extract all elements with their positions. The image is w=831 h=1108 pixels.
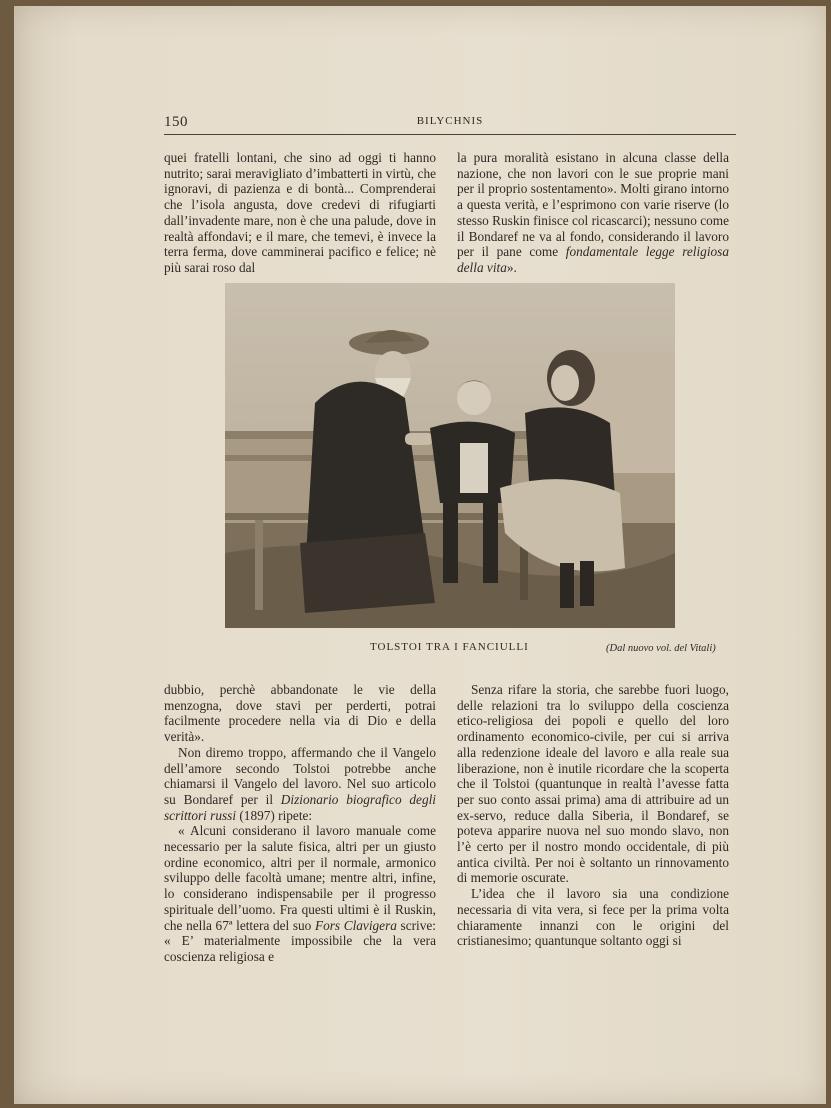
figure-caption: TOLSTOI TRA I FANCIULLI (370, 641, 529, 653)
paragraph: Senza rifare la storia, che sarebbe fuori luogo, delle relazioni tra lo sviluppo della coscienza etico-religiosa dei popoli e quello del loro ordinamento economico-civile, per cui si arriva alla redenzione ideale del lavoro e alla reale sua liberazione, non è inutile ricordare che la scoperta che il Tolstoi (quantunque in realtà l’avesse fatta per suo conto assai prima) ama di attribuire ad un ex-servo, reduce dalla Siberia, il Bondaref, se poteva apparire nuova nel suo mondo slavo, non l’è certo per il nostro mondo occidentale, di più antica civiltà. Per noi è soltanto un rinnovamento di memorie oscurate. (457, 682, 729, 886)
paragraph: L’idea che il lavoro sia una condizione necessaria di vita vera, si fece per la prima volta chiaramente innanzi con le origini del cristianesimo; quantunque soltanto oggi si (457, 886, 729, 949)
text-column-bottom-left (164, 682, 436, 965)
figure-credit: (Dal nuovo vol. del Vitali) (606, 643, 716, 654)
paragraph: « Alcuni considerano il lavoro manuale come necessario per la salute fisica, altri per un giusto ordine economico, altri per il normale, armonico sviluppo delle facoltà umane; mentre altri, infine, lo considerano indispensabile per il progresso spirituale dell’uomo. Fra questi ultimi è il Ruskin, che nella 67ª lettera del suo Fors Clavigera scrive: « E’ materialmente impossibile che la vera coscienza religiosa e (164, 823, 436, 964)
text-column-top-left (164, 150, 436, 276)
paragraph: quei fratelli lontani, che sino ad oggi ti hanno nutrito; sarai meravigliato d’imbatterti in virtù, che ignoravi, di pazienza e di bontà... Comprenderai che l’isola angusta, dove credevi di rifugiarti dall’invadente mare, non è che una palude, dove in realtà affondavi; e il mare, che temevi, è invece la terra ferma, dove camminerai pacifico e felice; nè più sarai roso dal (164, 150, 436, 275)
journal-title: BILYCHNIS (416, 115, 484, 127)
paragraph: la pura moralità esistano in alcuna classe della nazione, che non lavori con le sue proprie mani per il proprio sostentamento». Molti girano intorno a questa verità, e l’esprimono con varie riserve (lo stesso Ruskin finisce col ricascarci); nessuno come il Bondaref ne va al fondo, considerando il lavoro per il pane come fondamentale legge religiosa della vita». (457, 150, 729, 275)
paragraph: Non diremo troppo, affermando che il Vangelo dell’amore secondo Tolstoi potrebbe anche chiamarsi il Vangelo del lavoro. Nel suo articolo su Bondaref per il Dizionario biografico degli scrittori russi (1897) ripete: (164, 744, 436, 823)
text-column-bottom-right (457, 682, 729, 949)
text-column-top-right (457, 150, 729, 276)
page-number: 150 (164, 114, 188, 130)
photograph-tolstoy-with-children (225, 283, 675, 628)
running-header (164, 114, 736, 135)
paragraph: dubbio, perchè abbandonate le vie della menzogna, dove stavi per perderti, potrai facilmente procedere nella via di Dio e della verità». (164, 682, 436, 745)
